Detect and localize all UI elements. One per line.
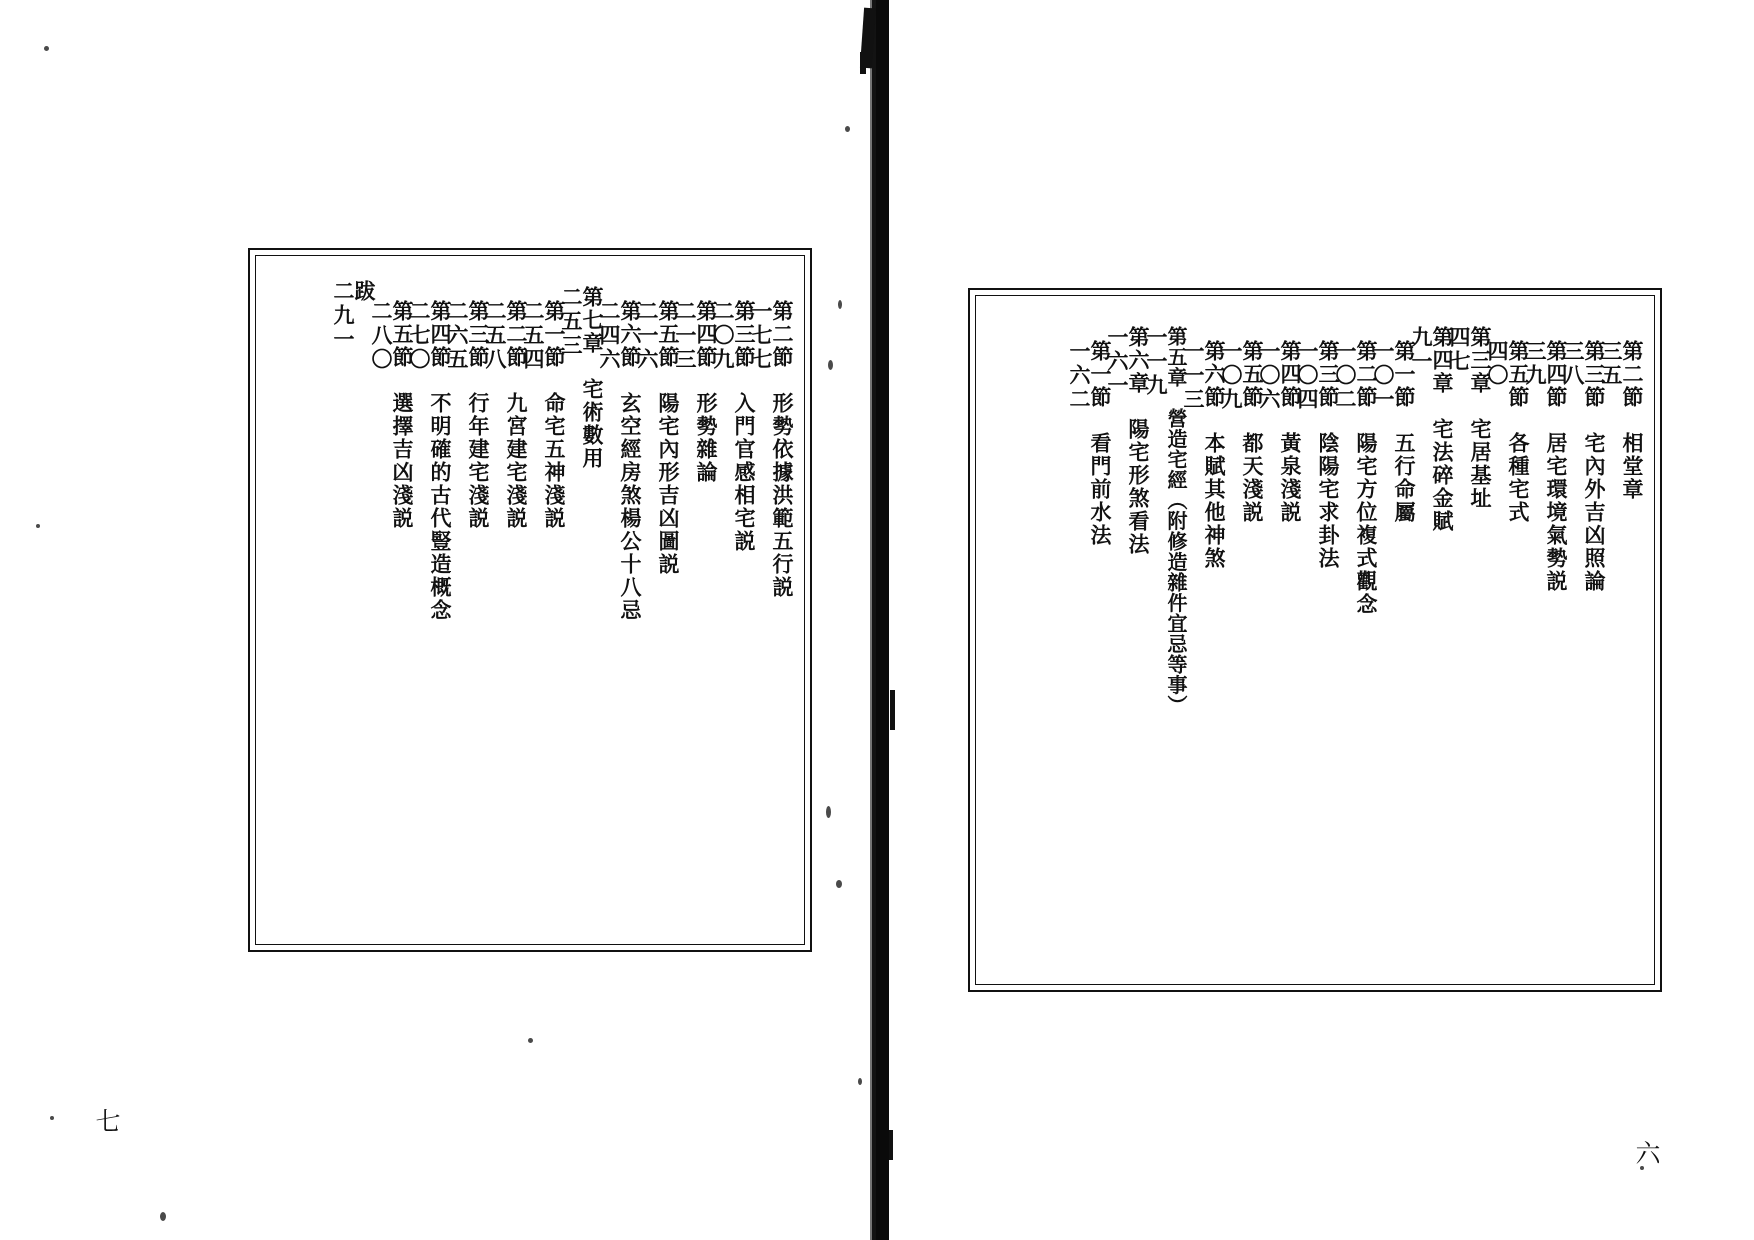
toc-entry-label: 跋 (352, 280, 376, 303)
toc-entry[interactable] (1371, 312, 1416, 974)
toc-entry-page-number: 一〇四 (1295, 340, 1319, 412)
toc-entry-label: 第六章 陽宅形煞看法 (1126, 326, 1150, 556)
toc-entry-label: 第二節 相堂章 (1620, 340, 1644, 501)
toc-column-list-six (986, 312, 1644, 974)
toc-entry-label: 第四節 居宅環境氣勢説 (1544, 340, 1568, 593)
toc-entry-page-number: 九一 (1409, 326, 1433, 374)
toc-entry-page-number: 二七〇 (407, 300, 431, 372)
toc-entry-label: 第四節 黃泉淺説 (1278, 340, 1302, 524)
toc-entry-page-number: 二五三 (559, 286, 583, 358)
toc-entry-label: 第一節 五行命屬 (1392, 340, 1416, 524)
toc-entry-page-number: 四〇 (1485, 340, 1509, 388)
gutter-shadow-soft (870, 0, 876, 1240)
toc-entry-label: 第四節 形勢雜論 (694, 300, 718, 484)
toc-entry-page-number: 二八〇 (369, 300, 393, 372)
toc-entry-page-number: 一七七 (749, 300, 773, 372)
toc-entry[interactable] (331, 272, 376, 934)
toc-column-list-seven (266, 272, 794, 934)
toc-entry-label: 第三節 入門官感相宅説 (732, 300, 756, 553)
toc-page-seven (248, 248, 812, 952)
toc-entry[interactable] (1144, 312, 1188, 974)
toc-entry-page-number: 四七 (1447, 326, 1471, 374)
toc-entry-label: 第一節 命宅五神淺説 (542, 300, 566, 530)
toc-entry[interactable] (1333, 312, 1378, 974)
toc-entry[interactable] (749, 272, 794, 934)
toc-entry-page-number: 一〇九 (1219, 340, 1243, 412)
toc-entry-label: 第六節 本賦其他神煞 (1202, 340, 1226, 570)
book-gutter (860, 0, 896, 1240)
toc-entry-page-number: 三八 (1561, 340, 1585, 388)
toc-entry-label: 第五節 陽宅內形吉凶圖説 (656, 300, 680, 576)
toc-entry-label: 第六節 玄空經房煞楊公十八忌 (618, 300, 642, 622)
folio-number-seven: 七 (92, 1108, 121, 1133)
toc-entry[interactable] (711, 272, 756, 934)
toc-entry-label: 第四節 不明確的古代豎造概念 (428, 300, 452, 622)
toc-entry[interactable] (597, 272, 642, 934)
toc-entry[interactable] (1257, 312, 1302, 974)
toc-entry-page-number: 二一三 (673, 300, 697, 372)
folio-number-six: 六 (1632, 1140, 1661, 1165)
toc-entry[interactable] (1485, 312, 1530, 974)
toc-page-six (968, 288, 1662, 992)
toc-entry-label: 第五節 選擇吉凶淺説 (390, 300, 414, 530)
toc-entry[interactable] (1561, 312, 1606, 974)
toc-entry-label: 第四章 宅法碎金賦 (1430, 326, 1454, 533)
toc-entry[interactable] (1295, 312, 1340, 974)
toc-entry[interactable] (483, 272, 528, 934)
toc-entry-page-number: 一六二 (1067, 340, 1091, 412)
toc-entry-page-number: 一一九 (1144, 326, 1168, 398)
toc-entry-page-number: 二一六 (635, 300, 659, 372)
toc-entry-page-number: 三九 (1523, 340, 1547, 388)
toc-entry-page-number: 一〇二 (1333, 340, 1357, 412)
toc-entry-page-number: 二九一 (331, 280, 355, 352)
toc-entry-page-number: 二五八 (483, 300, 507, 372)
toc-entry-label: 第五章 營造宅經（附修造雜件宜忌等事） (1164, 326, 1188, 716)
toc-entry-label: 第五節 都天淺説 (1240, 340, 1264, 524)
toc-entry-label: 第三章 宅居基址 (1468, 326, 1492, 510)
toc-entry[interactable] (1181, 312, 1226, 974)
toc-entry-label: 第二節 九宮建宅淺説 (504, 300, 528, 530)
toc-entry-label: 第二節 陽宅方位複式觀念 (1354, 340, 1378, 616)
toc-entry[interactable] (521, 272, 566, 934)
toc-entry-label: 第三節 宅內外吉凶照論 (1582, 340, 1606, 593)
toc-entry[interactable] (673, 272, 718, 934)
toc-entry-page-number: 二六五 (445, 300, 469, 372)
toc-entry[interactable] (1409, 312, 1454, 974)
toc-entry-label: 第三節 陰陽宅求卦法 (1316, 340, 1340, 570)
toc-entry-page-number: 二四六 (597, 300, 621, 372)
toc-entry-page-number: 一〇六 (1257, 340, 1281, 412)
toc-entry[interactable] (407, 272, 452, 934)
toc-entry-page-number: 一〇一 (1371, 340, 1395, 412)
toc-entry-page-number: 二〇九 (711, 300, 735, 372)
toc-entry-page-number: 一六一 (1105, 326, 1129, 398)
toc-entry-label: 第二節 形勢依據洪範五行説 (770, 300, 794, 599)
toc-entry[interactable] (369, 272, 414, 934)
toc-entry-label: 第三節 行年建宅淺説 (466, 300, 490, 530)
toc-entry[interactable] (635, 272, 680, 934)
toc-entry-page-number: 二五四 (521, 300, 545, 372)
toc-entry[interactable] (1105, 312, 1150, 974)
toc-entry-label: 第一節 看門前水法 (1088, 340, 1112, 547)
toc-entry-label: 第七章 宅術數用 (580, 286, 604, 470)
toc-entry[interactable] (1523, 312, 1568, 974)
toc-entry-page-number: 三五 (1599, 340, 1623, 388)
toc-entry[interactable] (1067, 312, 1112, 974)
toc-entry[interactable] (1447, 312, 1492, 974)
toc-entry[interactable] (1219, 312, 1264, 974)
toc-entry[interactable] (559, 272, 604, 934)
toc-entry-label: 第五節 各種宅式 (1506, 340, 1530, 524)
toc-entry[interactable] (1599, 312, 1644, 974)
toc-entry[interactable] (445, 272, 490, 934)
toc-entry-page-number: 一一三 (1181, 340, 1205, 412)
